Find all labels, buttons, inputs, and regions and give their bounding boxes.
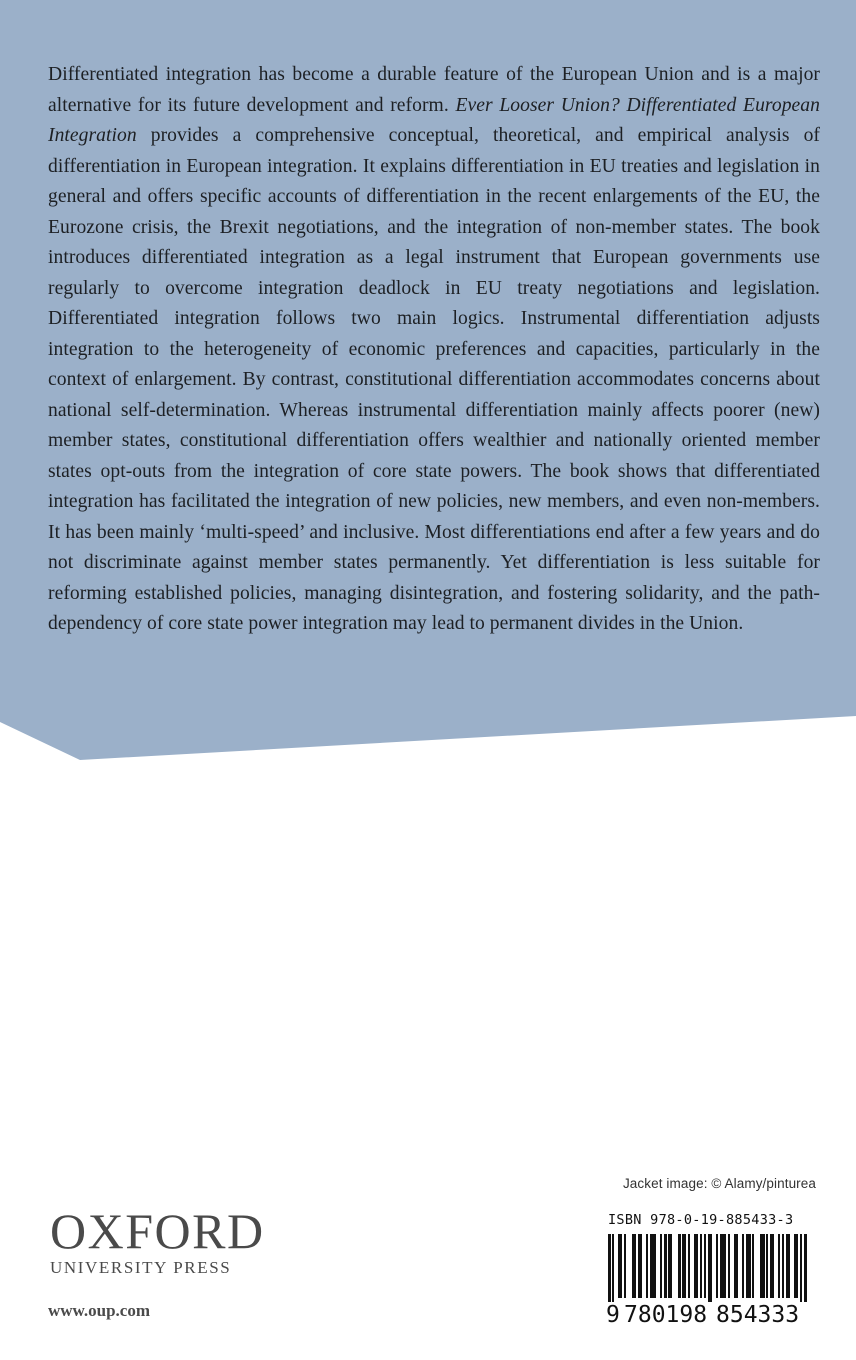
isbn-label: ISBN 978-0-19-885433-3 bbox=[608, 1212, 794, 1228]
barcode-bar bbox=[652, 1234, 654, 1298]
publisher-url: www.oup.com bbox=[48, 1301, 151, 1320]
barcode-bar bbox=[620, 1234, 622, 1298]
barcode-digits-left: 780198 bbox=[624, 1302, 708, 1328]
barcode-bar bbox=[736, 1234, 738, 1298]
barcode-bar bbox=[762, 1234, 765, 1298]
barcode-bar bbox=[786, 1234, 788, 1298]
barcode-bar bbox=[782, 1234, 784, 1298]
barcode-bar bbox=[724, 1234, 726, 1298]
publisher-logo bbox=[50, 1203, 265, 1279]
barcode-bar bbox=[752, 1234, 754, 1298]
barcode-bar bbox=[618, 1234, 620, 1298]
barcode-bar bbox=[742, 1234, 744, 1298]
barcode-bar bbox=[716, 1234, 718, 1298]
barcode-bar bbox=[632, 1234, 634, 1298]
book-title-italic: Ever Looser Union? Differentiated European Integration bbox=[48, 94, 820, 146]
barcode-bar bbox=[684, 1234, 686, 1298]
barcode-bar bbox=[772, 1234, 774, 1298]
barcode-bar bbox=[700, 1234, 702, 1298]
barcode-bar bbox=[694, 1234, 696, 1298]
barcode-bar bbox=[710, 1234, 712, 1302]
barcode-bar bbox=[766, 1234, 768, 1298]
description-intro: Differentiated integration has become a durable feature of the European Union and is a major alternative for its future development and reform. bbox=[48, 64, 820, 116]
barcode-bar bbox=[748, 1234, 751, 1298]
barcode-bar bbox=[696, 1234, 698, 1298]
barcode-bar bbox=[612, 1234, 614, 1302]
barcode-bar bbox=[770, 1234, 772, 1298]
barcode-bar bbox=[640, 1234, 642, 1298]
jacket-image-credit: Jacket image: © Alamy/pinturea bbox=[622, 1176, 816, 1191]
barcode-bar bbox=[778, 1234, 780, 1298]
barcode-bar bbox=[728, 1234, 730, 1298]
barcode-bar bbox=[634, 1234, 636, 1298]
isbn-barcode bbox=[606, 1234, 814, 1302]
barcode-bar bbox=[664, 1234, 667, 1298]
barcode-bar bbox=[760, 1234, 762, 1298]
publisher-name: OXFORD bbox=[50, 1203, 265, 1259]
barcode-bar bbox=[624, 1234, 626, 1298]
barcode-bar bbox=[638, 1234, 640, 1298]
barcode-bar bbox=[804, 1234, 807, 1302]
barcode-bar bbox=[654, 1234, 656, 1298]
barcode-bar bbox=[788, 1234, 790, 1298]
barcode-bar bbox=[794, 1234, 796, 1298]
barcode-bar bbox=[796, 1234, 798, 1298]
barcode-bar bbox=[800, 1234, 802, 1302]
barcode-digit-first: 9 bbox=[606, 1302, 620, 1328]
barcode-bar bbox=[688, 1234, 690, 1298]
barcode-bar bbox=[682, 1234, 684, 1298]
barcode-bar bbox=[668, 1234, 670, 1298]
description-body: provides a comprehensive conceptual, theoretical, and empirical analysis of differentiation in European integration. It explains differentiation in EU treaties and legislation in general and offers specific accounts of differentiation in the recent enlargements of the EU, the Eurozone crisis, the Brexit negotiations, and the integration of non-member states. The book introduces differentiated integration as a legal instrument that European governments use regularly to overcome integration deadlock in EU treaty negotiations and legislation. Differentiated integration follows two main logics. Instrumental differentiation adjusts integration to the heterogeneity of economic preferences and capacities, particularly in the context of enlargement. By contrast, constitutional differentiation accommodates concerns about national self-determination. Whereas instrumental differentiation mainly affects poorer (new) member states, constitutional differentiation offers wealthier and nationally oriented member states opt-outs from the integration of core state powers. The book shows that differentiated integration has facilitated the integration of new policies, new members, and even non-members. It has been mainly ‘multi-speed’ and inclusive. Most differentiations end after a few years and do not discriminate against member states permanently. Yet differentiation is less suitable for reforming established policies, managing disintegration, and fostering solidarity, and the path-dependency of core state power integration may lead to permanent divides in the Union. bbox=[48, 125, 820, 634]
barcode-bar bbox=[678, 1234, 681, 1298]
barcode-bar bbox=[746, 1234, 748, 1298]
barcode-bar bbox=[608, 1234, 611, 1302]
book-description bbox=[48, 60, 820, 640]
barcode-bar bbox=[704, 1234, 706, 1298]
barcode-bar bbox=[646, 1234, 648, 1298]
publisher-subtitle: UNIVERSITY PRESS bbox=[50, 1258, 232, 1277]
barcode-bar bbox=[660, 1234, 662, 1298]
barcode-bar bbox=[708, 1234, 710, 1302]
barcode-bar bbox=[722, 1234, 724, 1298]
barcode-bar bbox=[670, 1234, 672, 1298]
barcode-digits-right: 854333 bbox=[716, 1302, 800, 1328]
